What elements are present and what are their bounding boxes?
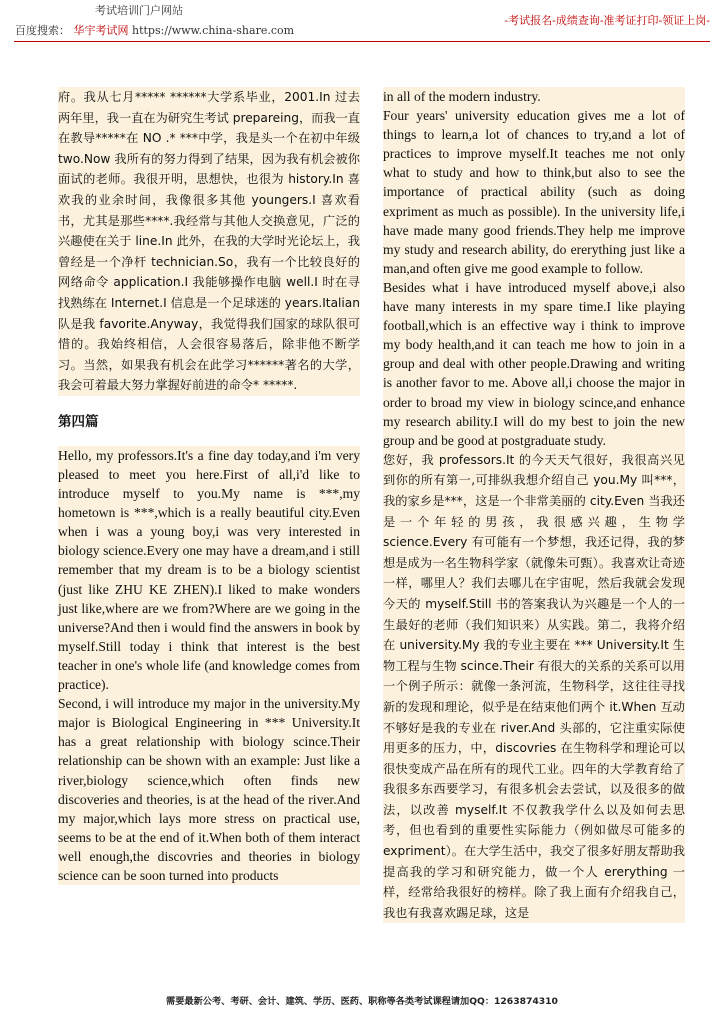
brand-name[interactable]: 华宇考试网 [73, 24, 129, 37]
chinese-paragraph: 府。我从七月***** ******大学系毕业，2001.In 过去两年里，我一直在为研究生考试 prepareing，而我一直在教导*****在 NO .* ***中学，我是头一个在初中年级 two.Now 我所有的努力得到了结果，因为我有机会被你面试的老师。我很开明，思想快，也很为 history.In 喜欢我的业余时间，我像很多其他 youngers.I 喜欢看书，尤其是那些****.我经常与其他人交换意见，广泛的兴趣使在关于 line.In 此外，在我的大学时光论坛上，我曾经是一个净杆 technician.So，我有一个比较良好的网络命令 application.I 我能够操作电脑 well.I 时在寻找熟练在 Internet.I 信息是一个足球迷的 years.Italian 队是我 favorite.Anyway，我觉得我们国家的球队很可惜的。我始终相信，人会很容易落后，除非他不断学习。当然，如果我有机会在此学习******著名的大学，我会可着最大努力掌握好前进的命令* *****. [58, 90, 360, 393]
header-divider [14, 41, 710, 42]
site-title: 考试培训门户网站 [95, 4, 183, 17]
footer-note: 需要最新公考、考研、会计、建筑、学历、医药、职称等各类考试课程请加QQ：1263874310 [166, 996, 558, 1007]
site-url[interactable]: https://www.china-share.com [132, 24, 295, 37]
left-english-block [58, 446, 360, 885]
right-chinese-block [383, 450, 685, 924]
section-heading: 第四篇 [58, 413, 99, 430]
right-column [383, 87, 685, 923]
search-line [15, 22, 294, 38]
header-links[interactable]: -考试报名-成绩查询-准考证打印-领证上岗- [504, 14, 710, 27]
search-label: 百度搜索： [15, 24, 70, 37]
left-highlight-block [58, 87, 360, 396]
left-column [58, 87, 360, 885]
english-text: Hello, my professors.It's a fine day today,and i'm very pleased to meet you here.First of all,i'd like to introduce myself to you.My name is ***,my hometown is ***,which is a really beautiful city.Even when i was a young boy,i was very interested in biology science.Every one may have a dream,and i still remember that my dream is to be a biology scientist (just like ZHU KE ZHEN).I liked to make wonders just like,where are we from?Where are we going in the universe?And then i would find the answers in book by myself.Still today i think that interest is the best teacher in one's whole life (and knowledge comes from practice). Second, i will introduce my major in the university.My major is Biological Engineering in *** University.It has a great relationship with biology scince.Their relationship can be shown with an example: Just like a river,biology science,which often finds new discoveries and theories, is at the head of the river.And my major,which lays more stress on practical use, seems to be at the end of it.When both of them interact well enough,the discovries and theories in biology science can be soon turned into products [58, 447, 360, 883]
chinese-translation: 您好，我 professors.It 的今天天气很好，我很高兴见到你的所有第一,可排纵我想介绍自己 you.My 叫***，我的家乡是***，这是一个非常美丽的 city.Even 当我还是一个年轻的男孩，我很感兴趣，生物学 science.Every 有可能有一个梦想，我还记得，我的梦想是成为一名生物科学家（就像朱可甄）。我喜欢让奇迹一样，哪里人？我们去哪儿在宇宙呢，然后我就会发现今天的 myself.Still 书的答案我认为兴趣是一个人的一生最好的老师（我们知识来）从实践。第二，我将介绍在 university.My 我的专业主要在 *** University.It 生物工程与生物 scince.Their 有很大的关系的关系可以用一个例子所示：就像一条河流，生物科学，这往往寻找新的发现和理论，似乎是在结束他们两个 it.When 互动不够好是我的专业在 river.And 头部的，它注重实际使用更多的压力，中，discovries 在生物科学和理论可以很快变成产品在所有的现代工业。四年的大学教育给了我很多东西要学习，有很多机会去尝试，以及很多的做法，以改善 myself.It 不仅教我学什么以及如何去思考，但也看到的重要性实际能力（例如做尽可能多的 expriment）。在大学生活中，我交了很多好朋友帮助我提高我的学习和研究能力，做一个人 ererything 一样，经常给我很好的榜样。除了我上面有介绍我自己，我也有我喜欢踢足球，这是 [383, 452, 685, 920]
english-text: in all of the modern industry. Four years' university education gives me a lot of things to learn,a lot of chances to try,and a lot of practices to improve myself.It teaches me not only what to study and how to think,but also to see the importance of practical ability (such as doing expriment as much as possible). In the university life,i have made many good friends.They help me improve my study and research ability, do ererything just like a man,and often give me good example to follow. Besides what i have introduced myself above,i also have many interests in my spare time.I like playing football,which is an effective way i think to improve my body health,and it can teach me how to join in a group and deal with other people.Drawing and writing is another favor to me. Above all,i choose the major in order to broad my view in biology scince,and enhance my research ability.I will do my best to join the new group and be good at postgraduate study. [383, 89, 685, 448]
right-english-block [383, 87, 685, 450]
